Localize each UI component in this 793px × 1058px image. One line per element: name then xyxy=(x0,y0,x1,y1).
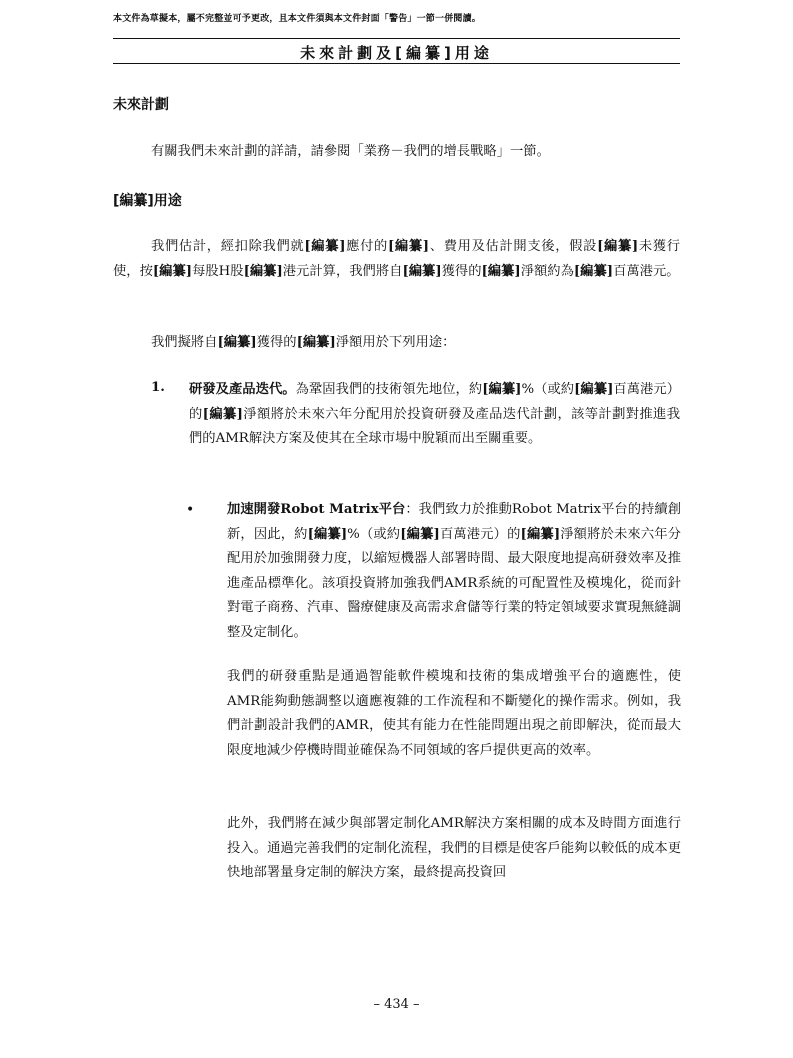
redacted-mark: [編纂] xyxy=(307,526,348,542)
future-plans-paragraph: 有關我們未來計劃的詳請，請參閱「業務－我們的增長戰略」一節。 xyxy=(151,144,550,159)
cost-reduction-paragraph: 此外，我們將在減少與部署定制化AMR解決方案相關的成本及時間方面進行投入。通過完善我們的定制化流程，我們的目標是使客戶能夠以較低的成本更快地部署量身定制的解決方案，最終提高投資回 xyxy=(227,816,681,880)
estimate-paragraph: 我們估計，經扣除我們就[編纂]應付的[編纂]、費用及估計開支後，假設[編纂]未獲行使，按[編纂]每股H股[編纂]港元計算，我們將自[編纂]獲得的[編纂]淨額約為[編纂]百萬港元。 xyxy=(113,239,681,279)
bullet-marker: • xyxy=(186,502,195,518)
redacted-mark: [編纂] xyxy=(481,263,521,279)
redacted-mark: [編纂] xyxy=(400,526,440,542)
use-plan-paragraph: 我們擬將自[編纂]獲得的[編纂]淨額用於下列用途： xyxy=(151,335,456,350)
robot-matrix-paragraph: 加速開發Robot Matrix平台：我們致力於推動Robot Matrix平台的持續創新，因此，約[編纂]%（或約[編纂]百萬港元）的[編纂]淨額將於未來六年分配用於加強開發力度，以縮短機器人部署時間、最大限度地提高研發效率及推進產品標準化。該項投資將加強我們AMR系統的可配置性及模塊化，從而針對電子商務、汽車、醫療健康及高需求倉儲等行業的特定領域要求實現無縫調整及定制化。 xyxy=(227,502,682,640)
redacted-mark: [編纂] xyxy=(304,239,346,254)
redacted-mark: [編纂] xyxy=(574,382,614,397)
draft-disclaimer: 本文件為草擬本，屬不完整並可予更改，且本文件須與本文件封面「警告」一節一併閱讀。 xyxy=(113,14,482,24)
redacted-mark: [編纂] xyxy=(597,239,639,254)
rnd-item-paragraph: 研發及產品迭代。為鞏固我們的技術領先地位，約[編纂]%（或約[編纂]百萬港元）的[編纂]淨額將於未來六年分配用於投資研發及產品迭代計劃，該等計劃對推進我們的AMR解決方案及使其在全球市場中脫穎而出至關重要。 xyxy=(189,382,681,446)
header-rule-top xyxy=(113,38,680,39)
chapter-title: 未來計劃及[編纂]用途 xyxy=(300,44,493,62)
page-number: – 434 – xyxy=(373,997,420,1012)
redacted-mark: [編纂] xyxy=(573,263,614,279)
rnd-focus-paragraph: 我們的研發重點是通過智能軟件模塊和技術的集成增強平台的適應性，使AMR能夠動態調整以適應複雜的工作流程和不斷變化的操作需求。例如，我們計劃設計我們的AMR，使其有能力在性能問題出現之前即解決，從而最大限度地減少停機時間並確保為不同領域的客戶提供更高的效率。 xyxy=(227,669,681,758)
header-rule-bottom xyxy=(113,63,680,64)
section-heading-future-plans: 未來計劃 xyxy=(113,97,169,113)
redacted-mark: [編纂] xyxy=(402,263,442,279)
redacted-mark: [編纂] xyxy=(243,263,283,279)
section-heading-use-of-proceeds: [編纂]用途 xyxy=(113,193,182,209)
redacted-mark: [編纂] xyxy=(520,526,561,542)
redacted-mark: [編纂] xyxy=(296,335,336,350)
list-item-number: 1. xyxy=(151,380,165,395)
redacted-mark: [編纂] xyxy=(202,406,243,422)
rnd-item-title: 研發及產品迭代。 xyxy=(189,382,296,397)
redacted-mark: [編纂] xyxy=(387,239,430,254)
redacted-mark: [編纂] xyxy=(217,335,257,350)
robot-matrix-title: 加速開發Robot Matrix平台 xyxy=(227,502,406,517)
redacted-mark: [編纂] xyxy=(482,382,522,397)
redacted-mark: [編纂] xyxy=(152,263,193,279)
